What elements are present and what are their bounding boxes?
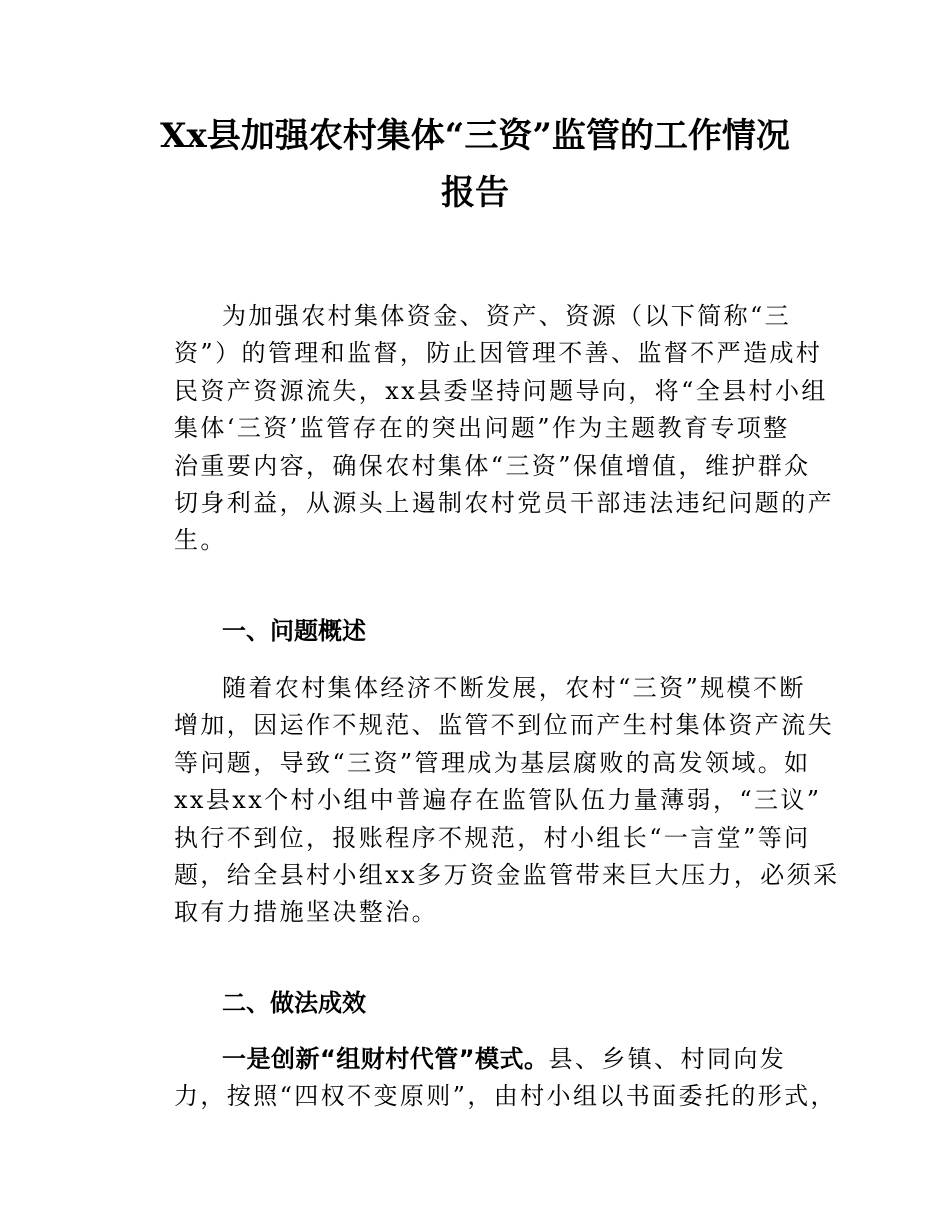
section-heading-problem-overview: 一、问题概述 <box>222 617 366 645</box>
paragraph-line: 资”）的管理和监督，防止因管理不善、监督不严造成村 <box>174 339 823 368</box>
paragraph-line-text: 县、乡镇、村同向发 <box>548 1045 787 1073</box>
paragraph-line: 增加，因运作不规范、监管不到位而产生村集体资产流失 <box>174 711 834 740</box>
bold-lead-phrase: 一是创新“组财村代管”模式。 <box>222 1045 549 1073</box>
paragraph-line: 题，给全县村小组xx多万资金监管带来巨大压力，必须采 <box>174 861 840 890</box>
section-heading-methods-results: 二、做法成效 <box>222 989 366 1017</box>
paragraph-line: 执行不到位，报账程序不规范，村小组长“一言堂”等问 <box>174 823 811 852</box>
paragraph-line: 切身利益，从源头上遏制农村党员干部违法违纪问题的产 <box>174 489 834 518</box>
paragraph-line: 生。 <box>174 526 227 555</box>
methods-results-paragraph <box>174 1041 837 1116</box>
paragraph-line: 力，按照“四权不变原则”，由村小组以书面委托的形式， <box>174 1082 837 1111</box>
paragraph-line: 为加强农村集体资金、资产、资源（以下简称“三 <box>222 302 792 330</box>
paragraph-line: 民资产资源流失，xx县委坚持问题导向，将“全县村小组 <box>174 376 828 405</box>
intro-paragraph <box>174 298 834 560</box>
document-title-line-2: 报告 <box>441 173 509 213</box>
paragraph-line: 等问题，导致“三资”管理成为基层腐败的高发领域。如 <box>174 748 811 777</box>
paragraph-line: 随着农村集体经济不断发展，农村“三资”规模不断 <box>222 674 806 702</box>
paragraph-line <box>174 1041 804 1078</box>
document-title-line-1: Xx县加强农村集体“三资”监管的工作情况 <box>160 116 790 156</box>
paragraph-line: 集体‘三资’监管存在的突出问题”作为主题教育专项整 <box>174 414 790 443</box>
paragraph-line: xx县xx个村小组中普遍存在监管队伍力量薄弱，“三议” <box>174 786 822 815</box>
problem-overview-paragraph <box>174 670 840 932</box>
paragraph-line: 取有力措施坚决整治。 <box>174 898 438 927</box>
paragraph-line: 治重要内容，确保农村集体“三资”保值增值，维护群众 <box>174 451 811 480</box>
